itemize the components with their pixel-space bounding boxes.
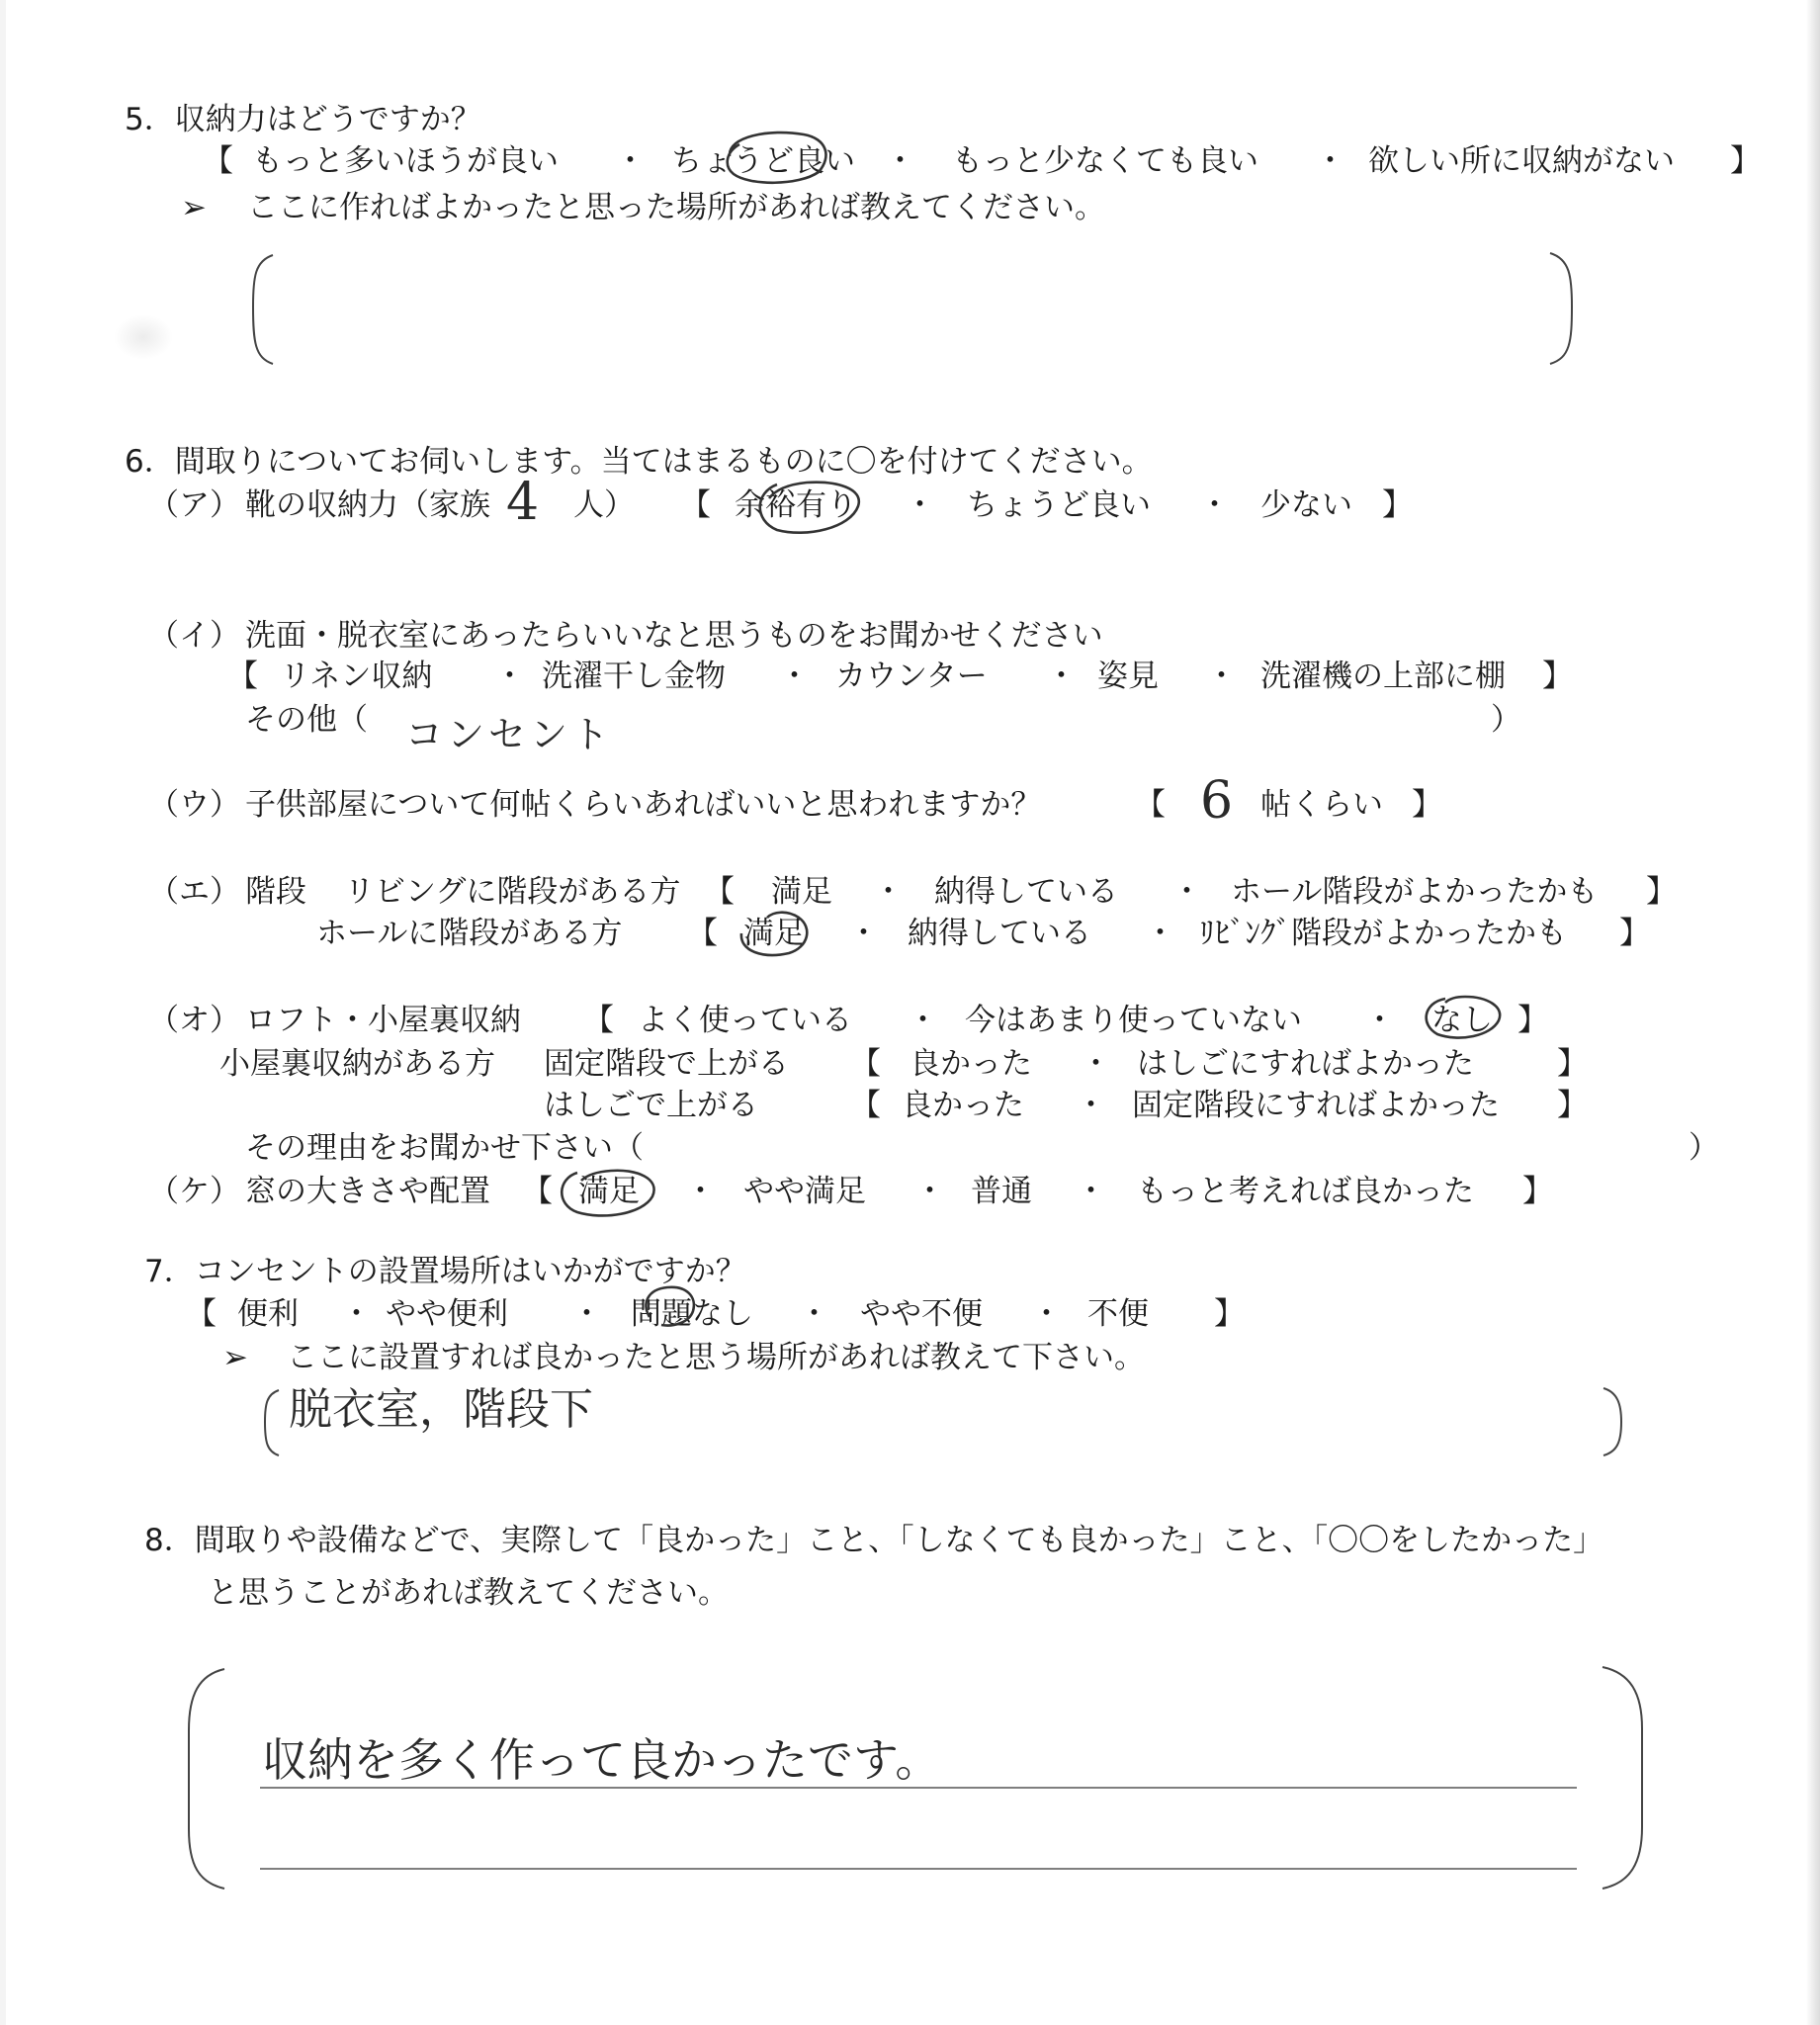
q5-option-1[interactable]: もっと多いほうが良い xyxy=(252,143,559,179)
q6ke-option-2[interactable]: やや満足 xyxy=(743,1174,866,1209)
separator-dot: ・ xyxy=(905,487,935,523)
separator-dot: ・ xyxy=(799,1296,829,1332)
q6ke-text: 窓の大きさや配置 xyxy=(245,1174,490,1209)
q6o-bracket-close: 】 xyxy=(1517,1003,1548,1038)
q7-selected-circle xyxy=(638,1283,703,1331)
separator-dot: ・ xyxy=(1145,916,1175,951)
q6ke-option-4[interactable]: もっと考えれば良かった xyxy=(1137,1174,1474,1209)
separator-dot: ・ xyxy=(779,659,810,694)
q6e-row2-option-3[interactable]: ﾘﾋﾞﾝｸﾞ階段がよかったかも xyxy=(1199,916,1567,951)
separator-dot: ・ xyxy=(1081,1046,1111,1082)
q6i-bracket-close: 】 xyxy=(1542,659,1573,694)
q6i-other-close: ） xyxy=(1491,702,1521,738)
q6u-bracket-close: 】 xyxy=(1412,787,1442,823)
q6e-row2-option-1[interactable]: 満足 xyxy=(743,916,805,951)
q6u-text: 子供部屋について何帖くらいあればいいと思われますか？ xyxy=(245,787,1042,823)
q6a-bracket-open: 【 xyxy=(680,487,711,523)
q6o-sub1-bracket-open: 【 xyxy=(850,1046,881,1082)
q6a-option-3[interactable]: 少ない xyxy=(1260,487,1352,523)
separator-dot: ・ xyxy=(1076,1174,1106,1209)
q6i-other-label: その他（ xyxy=(245,702,368,738)
q6a-text-before: 靴の収納力（家族 xyxy=(245,487,490,523)
q6-heading: 6．間取りについてお伺いします。当てはまるものに〇を付けてください。 xyxy=(125,444,1153,480)
separator-dot: ・ xyxy=(685,1174,716,1209)
q6o-selected-circle xyxy=(1416,991,1505,1042)
separator-dot: ・ xyxy=(1031,1296,1062,1332)
q6e-row1-option-1[interactable]: 満足 xyxy=(771,874,832,910)
q7-option-2[interactable]: やや便利 xyxy=(386,1296,508,1332)
q5-option-3[interactable]: もっと少なくても良い xyxy=(952,143,1258,179)
q5-sub-prompt: ここに作ればよかったと思った場所があれば教えてください。 xyxy=(247,190,1105,225)
q5-option-4[interactable]: 欲しい所に収納がない xyxy=(1368,143,1675,179)
q6i-bracket-open: 【 xyxy=(227,659,258,694)
q6o-label: （オ） xyxy=(148,1003,240,1038)
q6ke-bracket-close: 】 xyxy=(1522,1174,1553,1209)
q5-bracket-open: 【 xyxy=(203,143,233,179)
q6e-row1-bracket-close: 】 xyxy=(1646,874,1677,910)
q6a-text-after: 人） xyxy=(573,487,635,523)
q6o-sub2-option-2[interactable]: 固定階段にすればよかった xyxy=(1132,1088,1500,1123)
q6e-row2-option-2[interactable]: 納得している xyxy=(908,916,1091,951)
q6e-row1-bracket-open: 【 xyxy=(704,874,735,910)
separator-dot: ・ xyxy=(341,1296,372,1332)
q6a-option-1[interactable]: 余裕有り xyxy=(735,487,857,523)
q6o-reason-close: ） xyxy=(1689,1130,1719,1166)
q6i-option-3[interactable]: カウンター xyxy=(835,659,988,694)
q6ke-selected-circle xyxy=(552,1165,660,1220)
q6a-bracket-close: 】 xyxy=(1382,487,1413,523)
separator-dot: ・ xyxy=(885,143,915,179)
q6ke-option-1[interactable]: 満足 xyxy=(578,1174,640,1209)
q6u-bracket-open: 【 xyxy=(1135,787,1166,823)
q6i-label: （イ） xyxy=(148,618,240,654)
q6ke-label: （ケ） xyxy=(148,1174,240,1209)
q6ke-option-3[interactable]: 普通 xyxy=(971,1174,1032,1209)
separator-dot: ・ xyxy=(1206,659,1237,694)
q6e-row1-label: リビングに階段がある方 xyxy=(344,874,681,910)
q5-option-2[interactable]: ちょうど良い xyxy=(671,143,855,179)
q6o-sub-label: 小屋裏収納がある方 xyxy=(219,1046,495,1082)
q6o-option-3[interactable]: なし xyxy=(1431,1003,1493,1038)
separator-dot: ・ xyxy=(908,1003,938,1038)
q7-option-4[interactable]: やや不便 xyxy=(860,1296,983,1332)
q5-answer-bracket xyxy=(247,247,1577,371)
q7-option-1[interactable]: 便利 xyxy=(237,1296,299,1332)
q7-sub-prompt: ここに設置すれば良かったと思う場所があれば教えて下さい。 xyxy=(287,1340,1145,1375)
q6u-label: （ウ） xyxy=(148,787,240,823)
q6e-row2-bracket-close: 】 xyxy=(1619,916,1650,951)
q6e-row1-option-2[interactable]: 納得している xyxy=(934,874,1118,910)
q7-option-5[interactable]: 不便 xyxy=(1087,1296,1149,1332)
q7-heading: 7．コンセントの設置場所はいかがですか？ xyxy=(144,1254,746,1289)
q6a-selected-circle xyxy=(747,477,866,538)
q6o-sub1-option-1[interactable]: 良かった xyxy=(910,1046,1032,1082)
scan-right-edge xyxy=(1806,0,1820,2025)
q5-arrow-icon: ➢ xyxy=(181,190,207,225)
separator-dot: ・ xyxy=(1315,143,1345,179)
q6e-row2-label: ホールに階段がある方 xyxy=(316,916,623,951)
q6o-sub2-option-1[interactable]: 良かった xyxy=(902,1088,1024,1123)
q6i-other-value[interactable]: コンセント xyxy=(405,713,614,756)
separator-dot: ・ xyxy=(1171,874,1202,910)
q6e-selected-circle xyxy=(734,908,817,961)
q7-bracket-close: 】 xyxy=(1214,1296,1245,1332)
separator-dot: ・ xyxy=(848,916,879,951)
separator-dot: ・ xyxy=(914,1174,945,1209)
q6o-text: ロフト・小屋裏収納 xyxy=(245,1003,521,1038)
q6e-row1-option-3[interactable]: ホール階段がよかったかも xyxy=(1231,874,1599,910)
q6i-option-4[interactable]: 姿見 xyxy=(1097,659,1159,694)
q5-bracket-close: 】 xyxy=(1730,143,1761,179)
q7-bracket-open: 【 xyxy=(186,1296,217,1332)
separator-dot: ・ xyxy=(873,874,904,910)
q5-selected-circle xyxy=(710,127,830,188)
q6a-option-2[interactable]: ちょうど良い xyxy=(967,487,1151,523)
separator-dot: ・ xyxy=(571,1296,602,1332)
q6o-bracket-open: 【 xyxy=(583,1003,614,1038)
separator-dot: ・ xyxy=(1046,659,1077,694)
q7-option-3[interactable]: 問題なし xyxy=(631,1296,753,1332)
q6a-family-count[interactable]: 4 xyxy=(506,473,540,532)
q6ke-bracket-open: 【 xyxy=(522,1174,553,1209)
q7-arrow-icon: ➢ xyxy=(222,1340,248,1375)
q6e-label: （エ） xyxy=(148,874,240,910)
q8-answer[interactable]: 収納を多く作って良かったです。 xyxy=(262,1733,941,1787)
q6o-sub2-label: はしごで上がる xyxy=(544,1088,758,1123)
q7-answer[interactable]: 脱衣室，階段下 xyxy=(289,1384,593,1435)
separator-dot: ・ xyxy=(1076,1088,1106,1123)
q8-heading-line1: 8．間取りや設備などで、実際して「良かった」こと、「しなくても良かった」こと、「〇〇をしたかった」 xyxy=(144,1523,1604,1558)
q6o-sub1-label: 固定階段で上がる xyxy=(544,1046,789,1082)
q6e-topic: 階段 xyxy=(245,874,306,910)
q6o-sub2-bracket-close: 】 xyxy=(1557,1088,1588,1123)
q6e-row2-bracket-open: 【 xyxy=(687,916,718,951)
separator-dot: ・ xyxy=(494,659,525,694)
q6u-value[interactable]: 6 xyxy=(1200,771,1234,831)
q6o-sub2-bracket-open: 【 xyxy=(850,1088,881,1123)
q6o-option-2[interactable]: 今はあまり使っていない xyxy=(965,1003,1302,1038)
q6u-unit: 帖くらい xyxy=(1260,787,1383,823)
q6i-option-1[interactable]: リネン収納 xyxy=(280,659,433,694)
separator-dot: ・ xyxy=(1364,1003,1395,1038)
separator-dot: ・ xyxy=(1199,487,1230,523)
separator-dot: ・ xyxy=(615,143,646,179)
q6o-sub1-bracket-close: 】 xyxy=(1557,1046,1588,1082)
q6i-text: 洗面・脱衣室にあったらいいなと思うものをお聞かせください xyxy=(245,618,1103,654)
q6i-option-5[interactable]: 洗濯機の上部に棚 xyxy=(1260,659,1506,694)
q6o-reason-label: その理由をお聞かせ下さい（ xyxy=(245,1130,644,1166)
q8-heading-line2: と思うことがあれば教えてください。 xyxy=(208,1575,729,1611)
scan-smudge xyxy=(114,314,173,360)
scan-left-edge xyxy=(0,0,6,2025)
q6o-sub1-option-2[interactable]: はしごにすればよかった xyxy=(1137,1046,1474,1082)
q6a-label: （ア） xyxy=(148,487,240,523)
q6o-option-1[interactable]: よく使っている xyxy=(638,1003,852,1038)
q6i-option-2[interactable]: 洗濯干し金物 xyxy=(542,659,726,694)
q5-heading: 5．収納力はどうですか？ xyxy=(125,102,481,137)
